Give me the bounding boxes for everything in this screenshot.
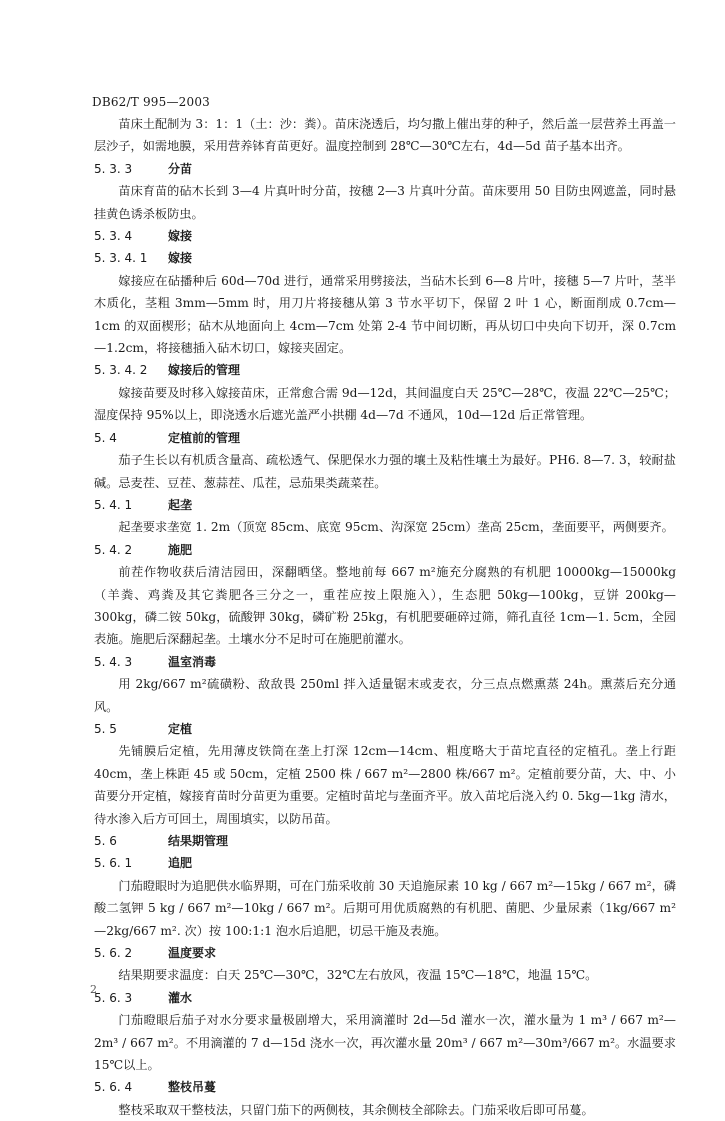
section-title: 温室消毒 <box>168 654 217 669</box>
body-paragraph: 用 2kg/667 m²硫磺粉、敌敌畏 250ml 拌入适量锯末或麦衣，分三点点燃熏蒸 24h。熏蒸后充分通风。 <box>94 677 676 714</box>
body-paragraph: 苗床育苗的砧木长到 3—4 片真叶时分苗，按穗 2—3 片真叶分苗。苗床要用 50 目防虫网遮盖，同时悬挂黄色诱杀板防虫。 <box>94 184 676 221</box>
section-title: 灌水 <box>168 990 193 1005</box>
section-heading <box>94 359 676 381</box>
section-heading <box>94 158 676 180</box>
section-heading <box>94 852 676 874</box>
section-number: 5. 6. 3 <box>94 990 133 1005</box>
body-paragraph: 整枝采取双干整枝法，只留门茄下的两侧枝，其余侧枝全部除去。门茄采收后即可吊蔓。 <box>118 1102 594 1117</box>
body-paragraph: 起垄要求垄宽 1. 2m（顶宽 85cm、底宽 95cm、沟深宽 25cm）垄高 25cm，垄面要平，两侧要齐。 <box>118 520 674 535</box>
section-number: 5. 6. 2 <box>94 946 133 961</box>
section-title: 温度要求 <box>168 946 217 961</box>
body-paragraph: 前茬作物收获后清洁园田，深翻晒垡。整地前每 667 m²施充分腐熟的有机肥 10000kg—15000kg（羊粪、鸡粪及其它粪肥各三分之一，重茬应按上限施入），生态肥 50kg—100kg，豆饼 200kg—300kg，磷二铵 50kg，硫酸钾 30kg，磷矿粉 25kg，有机肥要砸碎过筛，筛孔直径 1cm—1. 5cm，全园表施。施肥后深翻起垄。土壤水分不足时可在施肥前灌水。 <box>94 565 676 647</box>
section-title: 嫁接后的管理 <box>168 363 241 378</box>
section-number: 5. 6. 1 <box>94 856 133 871</box>
section-number: 5. 6 <box>94 834 117 848</box>
section-title: 结果期管理 <box>168 834 229 848</box>
section-heading <box>94 830 676 852</box>
section-heading <box>94 651 676 673</box>
section-number: 5. 3. 4. 1 <box>94 251 148 266</box>
section-number: 5. 4. 3 <box>94 654 133 669</box>
section-number: 5. 5 <box>94 721 117 736</box>
section-heading <box>94 247 676 269</box>
section-number: 5. 3. 3 <box>94 161 133 176</box>
section-title: 追肥 <box>168 856 193 871</box>
section-title: 整枝吊蔓 <box>168 1080 217 1095</box>
section-number: 5. 3. 4 <box>94 229 133 244</box>
body-paragraph: 嫁接苗要及时移入嫁接苗床，正常愈合需 9d—12d，其间温度白天 25℃—28℃，夜温 22℃—25℃；湿度保持 95%以上，即浇透水后遮光盖严小拱棚 4d—7d 不通风，10d—12d 后正常管理。 <box>94 385 676 423</box>
doc-header-id: DB62/T 995—2003 <box>92 95 211 109</box>
body-paragraph: 苗床土配制为 3：1：1（土：沙：粪）。苗床浇透后，均匀撒上催出芽的种子，然后盖一层营养土再盖一层沙子，如需地膜，采用营养钵育苗更好。温度控制到 28℃—30℃左右，4d—5d 苗子基本出齐。 <box>94 117 676 154</box>
section-number: 5. 6. 4 <box>94 1080 133 1095</box>
section-heading <box>94 1076 676 1098</box>
section-number: 5. 4. 2 <box>94 542 133 557</box>
section-number: 5. 3. 4. 2 <box>94 363 148 378</box>
section-title: 起垄 <box>168 497 193 512</box>
section-heading <box>94 942 676 964</box>
body-paragraph: 结果期要求温度：白天 25℃—30℃，32℃左右放风，夜温 15℃—18℃，地温 15℃。 <box>118 968 598 983</box>
section-heading <box>94 427 676 449</box>
section-title: 施肥 <box>168 542 193 557</box>
section-title: 嫁接 <box>168 229 193 244</box>
body-paragraph: 门茄瞪眼时为追肥供水临界期，可在门茄采收前 30 天追施尿素 10 kg / 667 m²—15kg / 667 m²，磷酸二氢钾 5 kg / 667 m²—10kg / 667 m²。后期可用优质腐熟的有机肥、菌肥、少量尿素（1kg/667 m²—2kg/667 m². 次）按 100:1:1 泡水后追肥，切忌干施及表施。 <box>94 878 676 938</box>
section-heading <box>94 539 676 561</box>
body-paragraph: 先铺膜后定植，先用薄皮铁筒在垄上打深 12cm—14cm、粗度略大于苗坨直径的定植孔。垄上行距 40cm，垄上株距 45 或 50cm，定植 2500 株 / 667 m²—2800 株/667 m²。定植前要分苗，大、中、小苗要分开定植，嫁接育苗时分苗更为重要。定植时苗坨与垄面齐平。放入苗坨后浇入约 0. 5kg—1kg 清水，待水渗入后方可回土，周围填实，以防吊苗。 <box>94 744 676 826</box>
body-paragraph: 门茄瞪眼后茄子对水分要求量极剧增大，采用滴灌时 2d—5d 灌水一次，灌水量为 1 m³ / 667 m²—2m³ / 667 m²。不用滴灌的 7 d—15d 浇水一次，再次灌水量 20m³ / 667 m²—30m³/667 m²。水温要求 15℃以上。 <box>94 1013 676 1073</box>
section-heading <box>94 987 676 1009</box>
section-number: 5. 4. 1 <box>94 497 133 512</box>
section-heading <box>94 494 676 516</box>
section-title: 分苗 <box>168 161 193 176</box>
document-body <box>94 113 676 1121</box>
body-paragraph: 嫁接应在砧播种后 60d—70d 进行，通常采用劈接法，当砧木长到 6—8 片叶，接穗 5—7 片叶，茎半木质化，茎粗 3mm—5mm 时，用刀片将接穗从第 3 节水平切下，保留 2 叶 1 心，断面削成 0.7cm—1cm 的双面楔形；砧木从地面向上 4cm—7cm 处第 2-4 节中间切断，再从切口中央向下切开，深 0.7cm—1.2cm，将接穗插入砧木切口，嫁接夹固定。 <box>94 273 676 356</box>
section-heading <box>94 225 676 247</box>
section-number: 5. 4 <box>94 430 117 445</box>
body-paragraph: 茄子生长以有机质含量高、疏松透气、保肥保水力强的壤土及粘性壤土为最好。PH6. 8—7. 3，较耐盐碱。忌麦茬、豆茬、葱蒜茬、瓜茬，忌茄果类蔬菜茬。 <box>94 453 676 490</box>
section-title: 定植前的管理 <box>168 430 241 445</box>
page-number: 2 <box>90 983 97 996</box>
section-title: 定植 <box>168 721 193 736</box>
section-title: 嫁接 <box>168 251 193 266</box>
section-heading <box>94 718 676 740</box>
